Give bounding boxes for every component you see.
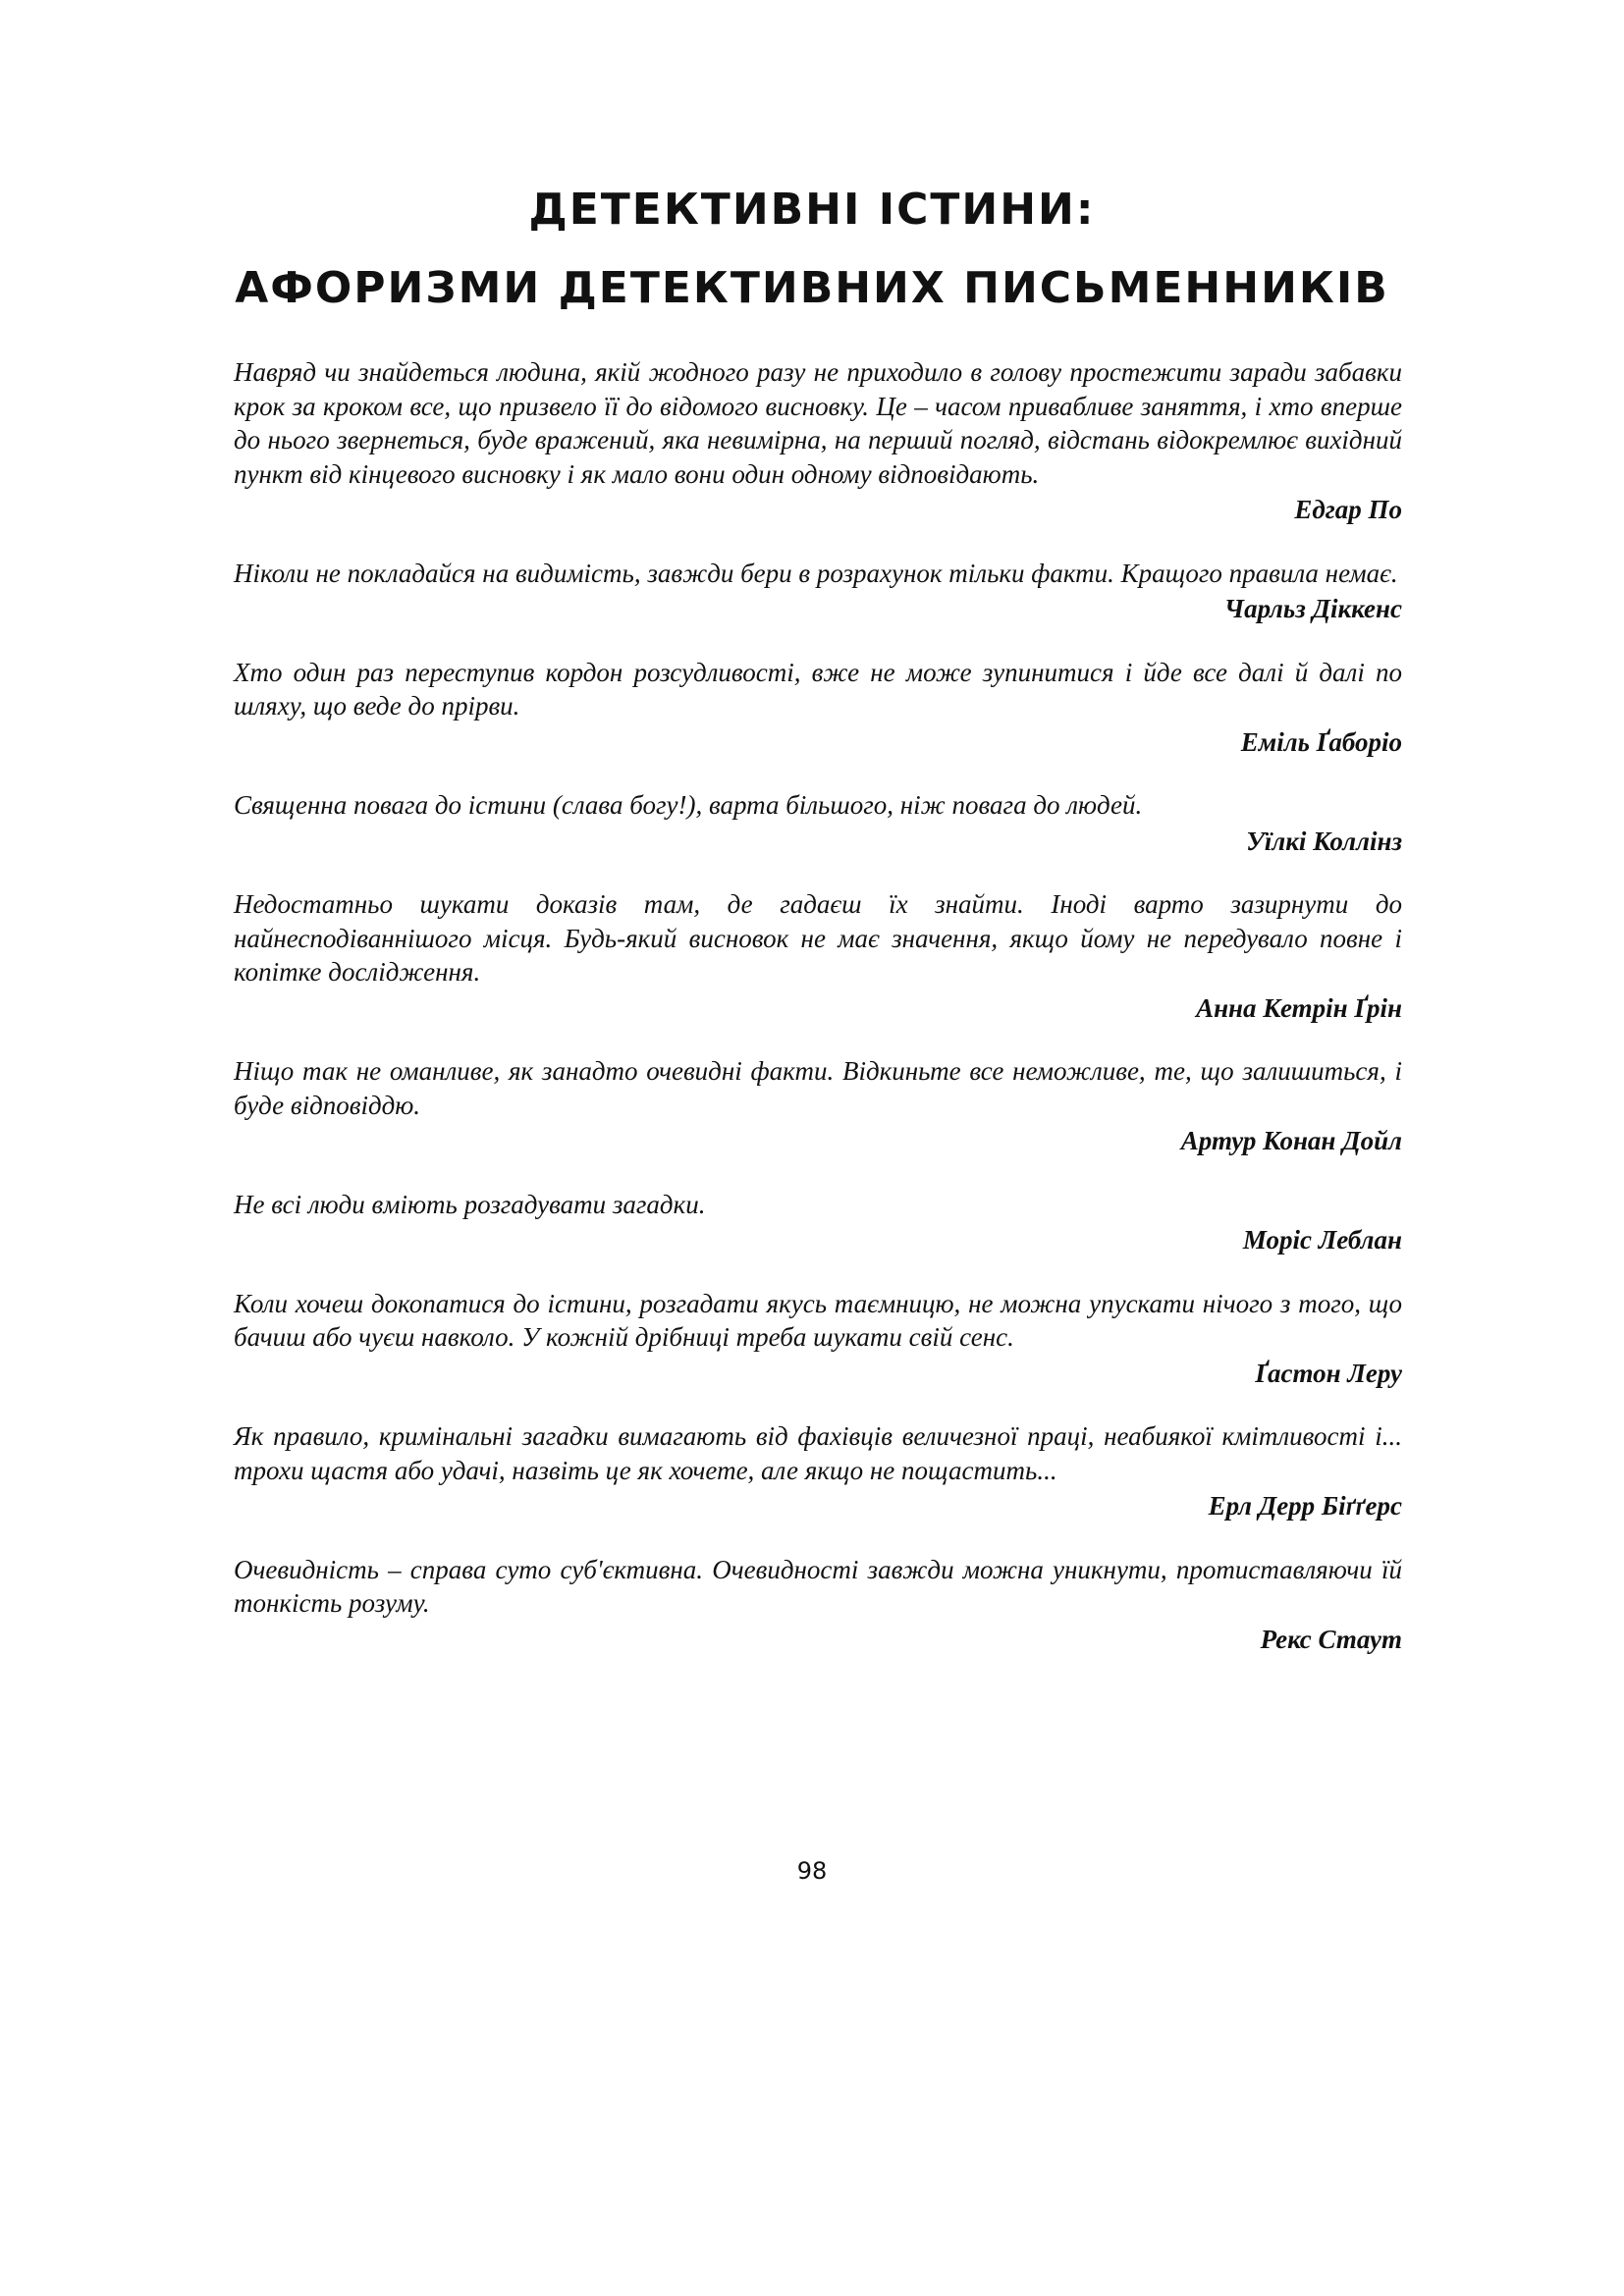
quote-author: Уїлкі Коллінз bbox=[1246, 826, 1402, 856]
page-number: 98 bbox=[796, 1857, 828, 1885]
quote-author: Рекс Стаут bbox=[1260, 1624, 1402, 1654]
quote-text: Як правило, кримінальні загадки вимагають від фахівців величезної праці, неабиякої кмітливості і... трохи щастя або удачі, назвіть це як хочете, але якщо не пощастить... bbox=[234, 1421, 1402, 1485]
quote-text: Не всі люди вміють розгадувати загадки. bbox=[234, 1189, 706, 1219]
title-line-2: АФОРИЗМИ ДЕТЕКТИВНИХ ПИСЬМЕННИКІВ bbox=[235, 263, 1389, 313]
quote-author: Едгар По bbox=[1294, 495, 1402, 524]
quote-item bbox=[234, 887, 1402, 1025]
quote-text: Ніколи не покладайся на видимість, завжди бери в розрахунок тільки факти. Кращого правила немає. bbox=[234, 558, 1398, 588]
quote-item bbox=[234, 355, 1402, 527]
quote-item bbox=[234, 656, 1402, 760]
quote-author: Ґастон Леру bbox=[1255, 1358, 1402, 1388]
quote-author: Анна Кетрін Ґрін bbox=[1196, 992, 1402, 1023]
quote-text: Ніщо так не оманливе, як занадто очевидні факти. Відкиньте все неможливе, те, що залишиться, і буде відповіддю. bbox=[234, 1056, 1402, 1120]
quote-text: Священна повага до істини (слава богу!), варта більшого, ніж повага до людей. bbox=[234, 790, 1143, 820]
quote-list bbox=[234, 355, 1402, 1685]
quote-item bbox=[234, 1188, 1402, 1257]
quote-item bbox=[234, 557, 1402, 626]
quote-author: Артур Конан Дойл bbox=[1180, 1126, 1402, 1155]
quote-item bbox=[234, 788, 1402, 858]
quote-author: Моріс Леблан bbox=[1242, 1225, 1402, 1255]
quote-text: Очевидність – справа суто суб'єктивна. Очевидності завжди можна уникнути, протиставляючи їй тонкість розуму. bbox=[234, 1554, 1402, 1618]
title-line-1: ДЕТЕКТИВНІ ІСТИНИ: bbox=[528, 185, 1096, 235]
quote-item bbox=[234, 1419, 1402, 1523]
quote-text: Коли хочеш докопатися до істини, розгадати якусь таємницю, не можна упускати нічого з того, що бачиш або чуєш навколо. У кожній дрібниці треба шукати свій сенс. bbox=[234, 1288, 1402, 1352]
quote-item bbox=[234, 1553, 1402, 1657]
quote-item bbox=[234, 1287, 1402, 1391]
quote-text: Навряд чи знайдеться людина, якій жодного разу не приходило в голову простежити заради забавки крок за кроком все, що призвело її до відомого висновку. Це – часом привабливе заняття, і хто вперше до нього звернеться, буде вражений, яка невимірна, на перший погляд, відстань відокремлює вихідний пункт від кінцевого висновку і як мало вони один одному відповідають. bbox=[234, 357, 1402, 489]
quote-text: Недостатньо шукати доказів там, де гадаєш їх знайти. Іноді варто зазирнути до найнесподіваннішого місця. Будь-який висновок не має значення, якщо йому не передувало повне і копітке дослідження. bbox=[234, 889, 1402, 987]
quote-author: Чарльз Діккенс bbox=[1223, 594, 1402, 623]
quote-author: Ерл Дерр Біґґерс bbox=[1208, 1491, 1402, 1521]
quote-item bbox=[234, 1054, 1402, 1158]
quote-text: Хто один раз переступив кордон розсудливості, вже не може зупинитися і йде все далі й далі по шляху, що веде до прірви. bbox=[234, 657, 1402, 721]
quote-author: Еміль Ґаборіо bbox=[1240, 726, 1402, 757]
